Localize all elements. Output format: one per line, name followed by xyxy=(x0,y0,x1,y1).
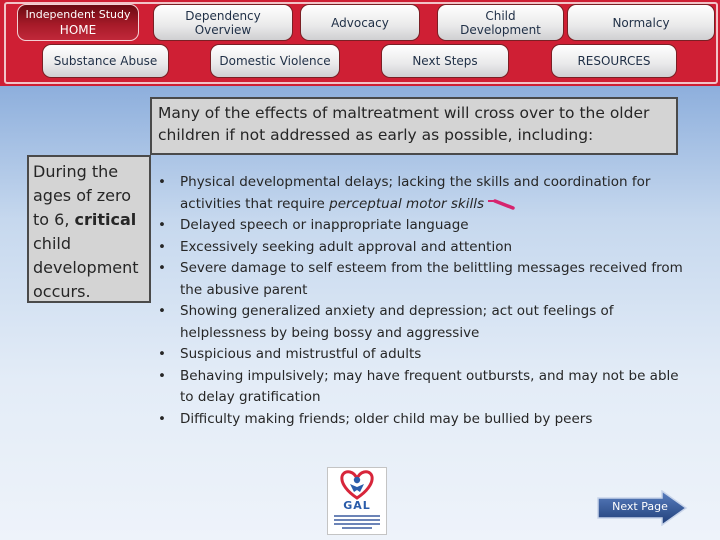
logo-fine-print xyxy=(342,527,372,529)
nav-button-label: Dependency Overview xyxy=(185,8,261,37)
bullet-icon: • xyxy=(158,410,166,427)
nav-button-resources[interactable] xyxy=(551,44,677,78)
bullet-icon: • xyxy=(158,260,166,276)
home-button-subtitle: Independent Study xyxy=(25,8,131,21)
gal-logo xyxy=(327,467,387,535)
list-item xyxy=(155,409,690,431)
effects-list xyxy=(155,172,690,430)
bullet-icon: • xyxy=(158,217,166,233)
sidebar-text-before: During the ages of zero to 6, xyxy=(33,162,131,229)
pointer-arrow-icon xyxy=(486,197,516,211)
list-item-text: Delayed speech or inappropriate language xyxy=(180,217,469,233)
bullet-icon: • xyxy=(158,346,166,362)
list-item-text: Excessively seeking adult approval and attention xyxy=(180,238,513,255)
logo-fine-print xyxy=(334,523,380,525)
nav-button-next-steps[interactable] xyxy=(381,44,509,78)
list-item-text: Suspicious and mistrustful of adults xyxy=(180,346,422,362)
list-item xyxy=(155,301,690,344)
headline-text: Many of the effects of maltreatment will cross over to the older children if not addressed as early as possible, including: xyxy=(158,104,650,144)
sidebar-text-after: child development occurs. xyxy=(33,234,139,301)
list-item xyxy=(155,258,690,301)
home-button-label: HOME xyxy=(59,23,97,37)
list-item xyxy=(155,215,690,237)
nav-button-dependency-overview[interactable] xyxy=(153,4,293,41)
logo-fine-print xyxy=(334,519,380,521)
list-item-text: Showing generalized anxiety and depression; act out feelings of helplessness by being bossy and aggressive xyxy=(180,303,614,341)
nav-button-domestic-violence[interactable] xyxy=(210,44,340,78)
list-item-text: Difficulty making friends; older child may be bullied by peers xyxy=(180,410,593,427)
list-item xyxy=(155,366,690,409)
bullet-icon: • xyxy=(158,367,166,384)
list-item-text: Physical developmental delays; lacking the skills and coordination for activities that require xyxy=(180,174,651,212)
nav-button-label: Next Steps xyxy=(412,54,478,68)
bullet-icon: • xyxy=(158,303,166,319)
list-item xyxy=(155,237,690,259)
headline-box xyxy=(150,97,678,155)
nav-button-child-development[interactable] xyxy=(437,4,564,41)
next-page-label: Next Page xyxy=(612,500,668,513)
nav-button-label: RESOURCES xyxy=(577,54,651,68)
nav-button-label: Child Development xyxy=(460,8,541,37)
heart-icon xyxy=(328,468,386,502)
home-button[interactable] xyxy=(17,4,139,41)
nav-button-normalcy[interactable] xyxy=(567,4,715,41)
next-page-button[interactable] xyxy=(596,490,688,526)
sidebar-box xyxy=(27,155,151,303)
nav-button-advocacy[interactable] xyxy=(300,4,420,41)
nav-button-label: Advocacy xyxy=(331,15,389,30)
logo-text: GAL xyxy=(343,499,371,512)
list-item-text: Behaving impulsively; may have frequent outbursts, and may not be able to delay gratification xyxy=(180,367,679,405)
bullet-icon: • xyxy=(158,238,166,255)
nav-button-label: Substance Abuse xyxy=(53,54,158,68)
nav-button-label: Domestic Violence xyxy=(219,54,331,68)
sidebar-emphasis: critical xyxy=(74,210,137,229)
list-item xyxy=(155,344,690,366)
nav-button-substance-abuse[interactable] xyxy=(42,44,169,78)
list-item-emphasis: perceptual motor skills xyxy=(329,195,484,212)
list-item-text: Severe damage to self esteem from the belittling messages received from the abusive parent xyxy=(180,260,683,298)
nav-button-label: Normalcy xyxy=(612,15,670,30)
list-item xyxy=(155,172,690,215)
logo-fine-print xyxy=(334,515,380,517)
bullet-icon: • xyxy=(158,174,166,190)
